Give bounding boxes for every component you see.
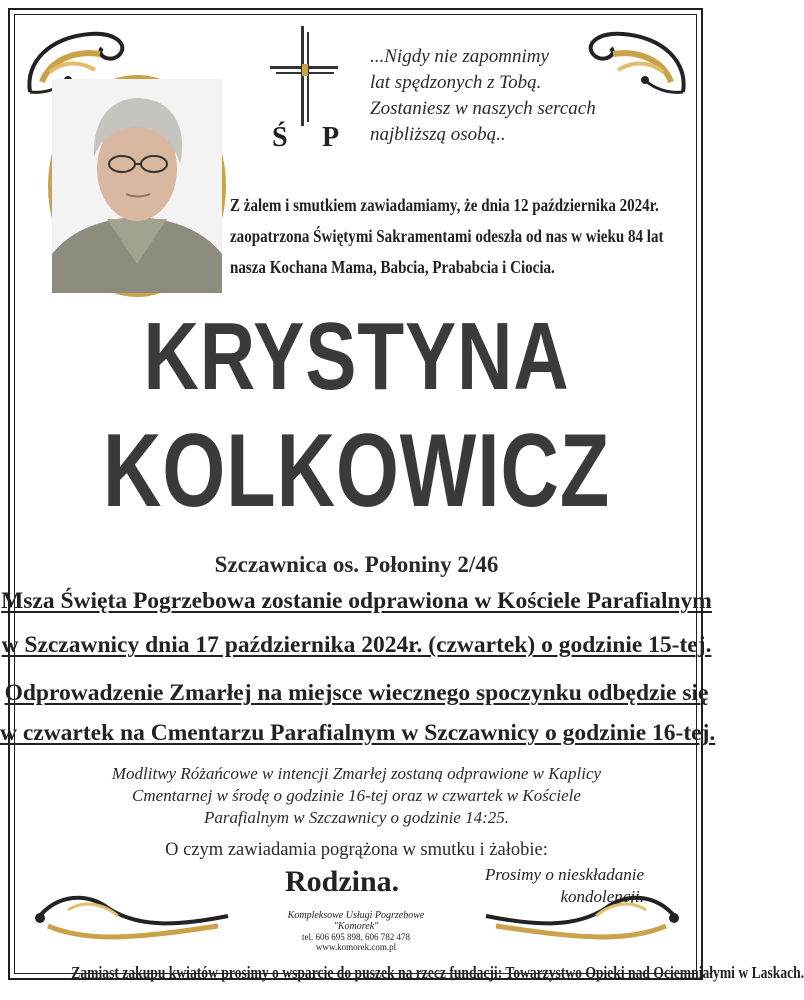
memorial-verse xyxy=(370,44,670,148)
family-signature: Rodzina. xyxy=(285,865,400,898)
verse-line: Zostaniesz w naszych sercach xyxy=(370,98,596,119)
notify-line: O czym zawiadamia pogrążona w smutku i żałobie: xyxy=(165,840,548,860)
note-line: kondolencji. xyxy=(560,887,644,906)
address: Szczawnica os. Połoniny 2/46 xyxy=(214,552,499,577)
intro-line: Z żalem i smutkiem zawiadamiamy, że dnia 12 października 2024r. xyxy=(230,195,659,215)
mass-text: w Szczawnicy dnia 17 października 2024r. (czwartek) o godzinie 15-tej. xyxy=(1,632,712,658)
donation-note: Zamiast zakupu kwiatów prosimy o wsparcie do puszek na rzecz fundacji: Towarzystwo Opieki nad Ociemniałymi w Laskach. xyxy=(71,963,804,982)
funeral-home-brand: "Komorek" xyxy=(333,921,379,932)
mass-line-1 xyxy=(0,588,713,615)
verse-line: ...Nigdy nie zapomnimy xyxy=(370,46,549,67)
rosary-info xyxy=(0,763,713,829)
verse-line: najbliższą osobą.. xyxy=(370,124,506,145)
burial-text: w czwartek na Cmentarzu Parafialnym w Szczawnicy o godzinie 16-tej. xyxy=(0,720,716,746)
verse-line: lat spędzonych z Tobą. xyxy=(370,72,542,93)
prayer-line: Modlitwy Różańcowe w intencji Zmarłej zostaną odprawione w Kaplicy xyxy=(111,764,602,783)
intro-line: zaopatrzona Świętymi Sakramentami odeszła od nas w wieku 84 lat xyxy=(230,226,664,246)
bottom-ornament-left xyxy=(28,888,238,948)
funeral-home-info xyxy=(236,910,476,960)
burial-text: Odprowadzenie Zmarłej na miejsce wiecznego spoczynku odbędzie się xyxy=(4,680,709,706)
prayer-line: Cmentarnej w środę o godzinie 16-tej oraz w czwartek w Kościele xyxy=(132,786,581,805)
funeral-home-website: www.komorek.com.pl xyxy=(315,942,397,952)
announcement-intro xyxy=(230,190,664,283)
bottom-ornament-right xyxy=(476,888,686,948)
intro-line: nasza Kochana Mama, Babcia, Prababcia i Ciocia. xyxy=(230,257,555,277)
burial-line-2 xyxy=(0,720,716,747)
funeral-home-name: Kompleksowe Usługi Pogrzebowe xyxy=(287,910,425,921)
deceased-first-name: KRYSTYNA xyxy=(143,303,570,410)
symbol-p: P xyxy=(322,122,340,153)
mass-text: Msza Święta Pogrzebowa zostanie odprawiona w Kościele Parafialnym xyxy=(1,588,712,614)
cross-icon xyxy=(268,26,340,126)
deceased-portrait xyxy=(48,75,226,297)
mass-line-2 xyxy=(0,632,713,659)
deceased-last-name: KOLKOWICZ xyxy=(102,413,611,529)
note-line: Prosimy o nieskładanie xyxy=(485,865,644,884)
prayer-line: Parafialnym w Szczawnicy o godzinie 14:25. xyxy=(203,808,510,827)
burial-line-1 xyxy=(0,680,713,707)
funeral-home-phone: tel. 606 695 898, 606 782 478 xyxy=(302,932,410,942)
symbol-s: Ś xyxy=(272,122,288,153)
portrait-image xyxy=(52,79,222,293)
